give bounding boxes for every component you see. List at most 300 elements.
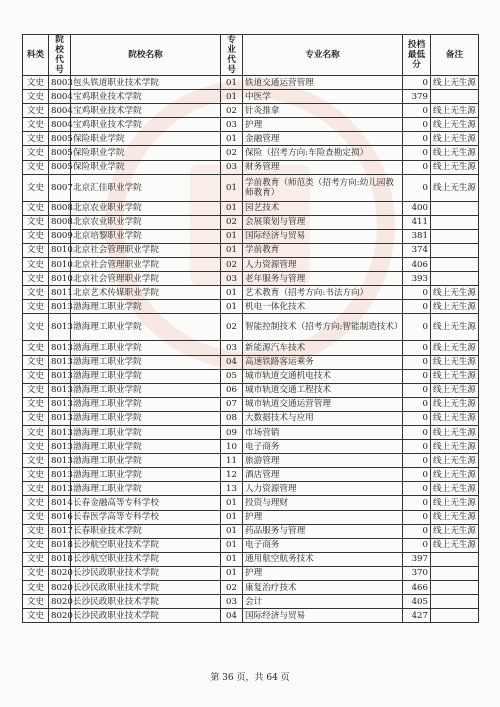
cell-note: 线上无生源: [431, 118, 479, 132]
table-row: [23, 552, 479, 566]
table-row: [23, 496, 479, 510]
cell-major-code: 03: [221, 160, 243, 174]
cell-note: 线上无生源: [431, 132, 479, 146]
cell-note: [431, 552, 479, 566]
cell-min-score: 0: [403, 440, 431, 454]
cell-school-code: 8014: [49, 496, 71, 510]
header-major-name: 专业名称: [243, 35, 403, 76]
table-row: [23, 201, 479, 215]
cell-subject: 文史: [23, 104, 49, 118]
cell-note: 线上无生源: [431, 286, 479, 300]
cell-note: [431, 581, 479, 595]
cell-major-code: 01: [221, 132, 243, 146]
cell-school-name: 宝鸡职业技术学院: [71, 90, 221, 104]
cell-major-name: 市场营销: [243, 425, 403, 439]
cell-school-code: 8013: [49, 300, 71, 314]
cell-major-name: 旅游管理: [243, 454, 403, 468]
cell-major-name: 城市轨道交通工程技术: [243, 383, 403, 397]
cell-major-code: 02: [221, 215, 243, 229]
cell-subject: 文史: [23, 258, 49, 272]
cell-major-code: 03: [221, 118, 243, 132]
cell-subject: 文史: [23, 411, 49, 425]
cell-major-name: 城市轨道交通机电技术: [243, 369, 403, 383]
cell-school-name: 长沙民政职业技术学院: [71, 609, 221, 623]
cell-min-score: 0: [403, 174, 431, 201]
cell-min-score: 0: [403, 496, 431, 510]
table-row: [23, 425, 479, 439]
cell-school-name: 渤海理工职业学院: [71, 397, 221, 411]
table-row: [23, 174, 479, 201]
cell-min-score: 379: [403, 90, 431, 104]
cell-min-score: 406: [403, 258, 431, 272]
cell-min-score: 400: [403, 201, 431, 215]
cell-school-code: 8020: [49, 566, 71, 580]
cell-school-name: 渤海理工职业学院: [71, 369, 221, 383]
cell-school-name: 长沙航空职业技术学院: [71, 538, 221, 552]
cell-subject: 文史: [23, 90, 49, 104]
table-row: [23, 468, 479, 482]
cell-subject: 文史: [23, 581, 49, 595]
cell-major-name: 老年服务与管理: [243, 272, 403, 286]
table-row: [23, 300, 479, 314]
cell-school-name: 保险职业学院: [71, 132, 221, 146]
cell-school-code: 8013: [49, 468, 71, 482]
cell-major-code: 08: [221, 411, 243, 425]
cell-major-name: 新能源汽车技术: [243, 341, 403, 355]
cell-min-score: 0: [403, 468, 431, 482]
cell-min-score: 0: [403, 314, 431, 341]
header-min-score: 投档最低分: [403, 35, 431, 76]
cell-school-code: 8010: [49, 258, 71, 272]
cell-major-code: 02: [221, 314, 243, 341]
cell-min-score: 0: [403, 146, 431, 160]
cell-subject: 文史: [23, 132, 49, 146]
cell-note: [431, 90, 479, 104]
header-school-code: 院校代号: [49, 35, 71, 76]
cell-school-code: 8013: [49, 440, 71, 454]
cell-note: 线上无生源: [431, 104, 479, 118]
cell-major-code: 04: [221, 355, 243, 369]
table-row: [23, 609, 479, 623]
cell-school-name: 北京培黎职业学院: [71, 229, 221, 243]
cell-major-code: 01: [221, 90, 243, 104]
cell-major-name: 金融管理: [243, 132, 403, 146]
cell-school-code: 8008: [49, 215, 71, 229]
table-row: [23, 118, 479, 132]
cell-school-code: 8004: [49, 118, 71, 132]
cell-major-name: 艺术教育（招考方向:书法方向）: [243, 286, 403, 300]
cell-major-code: 02: [221, 146, 243, 160]
cell-major-name: 电子商务: [243, 538, 403, 552]
cell-note: 线上无生源: [431, 355, 479, 369]
table-row: [23, 243, 479, 257]
cell-min-score: 0: [403, 538, 431, 552]
cell-school-code: 8013: [49, 341, 71, 355]
cell-min-score: 0: [403, 341, 431, 355]
cell-school-code: 8013: [49, 454, 71, 468]
cell-school-name: 渤海理工职业学院: [71, 454, 221, 468]
cell-major-code: 01: [221, 76, 243, 90]
cell-major-name: 学前教育（师范类（招考方向:幼儿园教师教育）: [243, 174, 403, 201]
cell-min-score: 0: [403, 132, 431, 146]
cell-note: 线上无生源: [431, 369, 479, 383]
cell-school-name: 北京农业职业学院: [71, 215, 221, 229]
cell-school-code: 8010: [49, 272, 71, 286]
cell-min-score: 405: [403, 595, 431, 609]
cell-major-code: 01: [221, 174, 243, 201]
cell-note: [431, 258, 479, 272]
cell-note: 线上无生源: [431, 411, 479, 425]
cell-subject: 文史: [23, 355, 49, 369]
cell-subject: 文史: [23, 300, 49, 314]
cell-school-name: 包头铁道职业技术学院: [71, 76, 221, 90]
table-row: [23, 286, 479, 300]
cell-school-name: 北京社会管理职业学院: [71, 272, 221, 286]
cell-note: [431, 566, 479, 580]
cell-note: 线上无生源: [431, 538, 479, 552]
cell-major-code: 02: [221, 104, 243, 118]
cell-major-name: 针灸推拿: [243, 104, 403, 118]
cell-note: 线上无生源: [431, 440, 479, 454]
cell-major-code: 01: [221, 229, 243, 243]
cell-subject: 文史: [23, 341, 49, 355]
cell-note: 线上无生源: [431, 482, 479, 496]
table-row: [23, 314, 479, 341]
cell-min-score: 397: [403, 552, 431, 566]
cell-major-name: 财务管理: [243, 160, 403, 174]
cell-subject: 文史: [23, 272, 49, 286]
cell-min-score: 0: [403, 160, 431, 174]
cell-major-code: 01: [221, 566, 243, 580]
cell-note: [431, 272, 479, 286]
cell-major-name: 机电一体化技术: [243, 300, 403, 314]
cell-subject: 文史: [23, 383, 49, 397]
cell-subject: 文史: [23, 524, 49, 538]
cell-subject: 文史: [23, 510, 49, 524]
cell-note: 线上无生源: [431, 496, 479, 510]
cell-note: 线上无生源: [431, 174, 479, 201]
cell-subject: 文史: [23, 566, 49, 580]
cell-school-code: 8020: [49, 609, 71, 623]
cell-note: 线上无生源: [431, 524, 479, 538]
cell-major-code: 02: [221, 581, 243, 595]
cell-school-code: 8013: [49, 482, 71, 496]
cell-subject: 文史: [23, 174, 49, 201]
cell-school-code: 8004: [49, 104, 71, 118]
cell-major-code: 11: [221, 454, 243, 468]
cell-min-score: 0: [403, 425, 431, 439]
cell-subject: 文史: [23, 397, 49, 411]
cell-note: 线上无生源: [431, 397, 479, 411]
cell-school-name: 渤海理工职业学院: [71, 300, 221, 314]
cell-subject: 文史: [23, 160, 49, 174]
cell-school-name: 渤海理工职业学院: [71, 468, 221, 482]
table-row: [23, 397, 479, 411]
cell-major-code: 03: [221, 272, 243, 286]
table-row: [23, 229, 479, 243]
cell-major-code: 01: [221, 524, 243, 538]
cell-school-name: 渤海理工职业学院: [71, 411, 221, 425]
cell-school-code: 8013: [49, 355, 71, 369]
cell-school-name: 宝鸡职业技术学院: [71, 118, 221, 132]
cell-subject: 文史: [23, 215, 49, 229]
cell-subject: 文史: [23, 552, 49, 566]
cell-school-name: 北京社会管理职业学院: [71, 258, 221, 272]
cell-major-name: 会计: [243, 595, 403, 609]
cell-note: 线上无生源: [431, 76, 479, 90]
cell-major-code: 02: [221, 258, 243, 272]
cell-major-code: 01: [221, 300, 243, 314]
cell-min-score: 374: [403, 243, 431, 257]
table-row: [23, 90, 479, 104]
cell-major-code: 06: [221, 383, 243, 397]
cell-major-name: 投资与理财: [243, 496, 403, 510]
cell-note: 线上无生源: [431, 341, 479, 355]
table-row: [23, 538, 479, 552]
cell-major-name: 园艺技术: [243, 201, 403, 215]
cell-subject: 文史: [23, 243, 49, 257]
cell-subject: 文史: [23, 482, 49, 496]
cell-school-code: 8010: [49, 243, 71, 257]
cell-school-name: 渤海理工职业学院: [71, 425, 221, 439]
cell-school-name: 渤海理工职业学院: [71, 355, 221, 369]
cell-school-name: 长春医学高等专科学校: [71, 510, 221, 524]
cell-note: 线上无生源: [431, 468, 479, 482]
cell-note: 线上无生源: [431, 383, 479, 397]
cell-min-score: 0: [403, 118, 431, 132]
cell-subject: 文史: [23, 369, 49, 383]
cell-school-code: 8018: [49, 538, 71, 552]
table-row: [23, 566, 479, 580]
cell-school-name: 长沙航空职业技术学院: [71, 552, 221, 566]
cell-min-score: 411: [403, 215, 431, 229]
cell-school-name: 保险职业学院: [71, 160, 221, 174]
cell-note: 线上无生源: [431, 146, 479, 160]
cell-school-code: 8009: [49, 229, 71, 243]
cell-major-name: 国际经济与贸易: [243, 609, 403, 623]
cell-min-score: 393: [403, 272, 431, 286]
cell-major-name: 护理: [243, 118, 403, 132]
cell-subject: 文史: [23, 229, 49, 243]
table-row: [23, 524, 479, 538]
cell-school-code: 8003: [49, 76, 71, 90]
cell-subject: 文史: [23, 201, 49, 215]
cell-school-code: 8013: [49, 369, 71, 383]
cell-school-name: 渤海理工职业学院: [71, 314, 221, 341]
header-note: 备注: [431, 35, 479, 76]
cell-school-code: 8005: [49, 160, 71, 174]
table-row: [23, 76, 479, 90]
cell-min-score: 0: [403, 104, 431, 118]
cell-school-name: 北京艺术传媒职业学院: [71, 286, 221, 300]
cell-subject: 文史: [23, 76, 49, 90]
cell-min-score: 0: [403, 383, 431, 397]
cell-subject: 文史: [23, 425, 49, 439]
cell-major-name: 城市轨道交通运营管理: [243, 397, 403, 411]
table-row: [23, 369, 479, 383]
table-row: [23, 341, 479, 355]
table-row: [23, 215, 479, 229]
table-row: [23, 104, 479, 118]
cell-min-score: 0: [403, 482, 431, 496]
cell-major-code: 10: [221, 440, 243, 454]
header-school-name: 院校名称: [71, 35, 221, 76]
cell-major-code: 13: [221, 482, 243, 496]
cell-min-score: 370: [403, 566, 431, 580]
cell-school-name: 长沙民政职业技术学院: [71, 595, 221, 609]
cell-school-code: 8020: [49, 595, 71, 609]
table-row: [23, 160, 479, 174]
cell-major-name: 智能控制技术（招考方向:智能制造技术）: [243, 314, 403, 341]
document-page: [22, 34, 478, 623]
cell-major-code: 01: [221, 201, 243, 215]
cell-major-name: 中医学: [243, 90, 403, 104]
cell-major-name: 通用航空航务技术: [243, 552, 403, 566]
cell-school-code: 8013: [49, 314, 71, 341]
cell-major-code: 04: [221, 609, 243, 623]
cell-major-code: 01: [221, 286, 243, 300]
cell-note: [431, 243, 479, 257]
table-row: [23, 355, 479, 369]
table-row: [23, 581, 479, 595]
cell-school-name: 长沙民政职业技术学院: [71, 566, 221, 580]
cell-note: 线上无生源: [431, 314, 479, 341]
cell-note: [431, 215, 479, 229]
cell-school-code: 8005: [49, 132, 71, 146]
cell-school-name: 渤海理工职业学院: [71, 440, 221, 454]
cell-subject: 文史: [23, 118, 49, 132]
cell-major-name: 康复治疗技术: [243, 581, 403, 595]
cell-min-score: 0: [403, 369, 431, 383]
cell-subject: 文史: [23, 496, 49, 510]
cell-school-code: 8017: [49, 524, 71, 538]
cell-note: [431, 229, 479, 243]
cell-school-code: 8013: [49, 411, 71, 425]
cell-school-code: 8020: [49, 581, 71, 595]
cell-school-code: 8004: [49, 90, 71, 104]
cell-school-name: 渤海理工职业学院: [71, 383, 221, 397]
table-row: [23, 132, 479, 146]
cell-major-name: 学前教育: [243, 243, 403, 257]
cell-major-name: 铁道交通运营管理: [243, 76, 403, 90]
cell-school-code: 8013: [49, 397, 71, 411]
cell-school-name: 北京农业职业学院: [71, 201, 221, 215]
cell-major-name: 药品服务与管理: [243, 524, 403, 538]
table-row: [23, 383, 479, 397]
cell-major-code: 01: [221, 496, 243, 510]
cell-min-score: 0: [403, 510, 431, 524]
cell-min-score: 0: [403, 524, 431, 538]
cell-major-code: 09: [221, 425, 243, 439]
cell-min-score: 381: [403, 229, 431, 243]
cell-subject: 文史: [23, 440, 49, 454]
cell-school-name: 长沙民政职业技术学院: [71, 581, 221, 595]
cell-major-code: 07: [221, 397, 243, 411]
table-header-row: [23, 35, 479, 76]
cell-note: 线上无生源: [431, 300, 479, 314]
cell-school-name: 北京汇佳职业学院: [71, 174, 221, 201]
page-footer: 第 36 页，共 64 页: [210, 673, 290, 683]
cell-school-code: 8013: [49, 425, 71, 439]
cell-school-name: 宝鸡职业技术学院: [71, 104, 221, 118]
cell-major-code: 01: [221, 552, 243, 566]
cell-min-score: 0: [403, 286, 431, 300]
table-row: [23, 146, 479, 160]
cell-school-name: 渤海理工职业学院: [71, 482, 221, 496]
cell-min-score: 466: [403, 581, 431, 595]
cell-major-code: 05: [221, 369, 243, 383]
cell-note: [431, 609, 479, 623]
cell-major-name: 人力资源管理: [243, 258, 403, 272]
cell-note: 线上无生源: [431, 510, 479, 524]
table-row: [23, 510, 479, 524]
cell-note: [431, 201, 479, 215]
cell-school-code: 8005: [49, 146, 71, 160]
cell-major-code: 01: [221, 243, 243, 257]
cell-school-name: 长春金融高等专科学校: [71, 496, 221, 510]
cell-subject: 文史: [23, 609, 49, 623]
cell-min-score: 0: [403, 397, 431, 411]
cell-school-name: 北京社会管理职业学院: [71, 243, 221, 257]
cell-subject: 文史: [23, 146, 49, 160]
cell-note: 线上无生源: [431, 454, 479, 468]
table-row: [23, 454, 479, 468]
cell-note: [431, 595, 479, 609]
cell-major-code: 03: [221, 595, 243, 609]
table-row: [23, 411, 479, 425]
cell-major-name: 保险（招考方向:车险查勘定损）: [243, 146, 403, 160]
cell-major-code: 01: [221, 538, 243, 552]
cell-note: 线上无生源: [431, 425, 479, 439]
cell-major-code: 01: [221, 510, 243, 524]
cell-school-code: 8008: [49, 201, 71, 215]
cell-school-name: 保险职业学院: [71, 146, 221, 160]
cell-major-name: 护理: [243, 566, 403, 580]
cell-major-name: 护理: [243, 510, 403, 524]
cell-subject: 文史: [23, 286, 49, 300]
cell-school-code: 8013: [49, 383, 71, 397]
cell-min-score: 0: [403, 454, 431, 468]
table-row: [23, 258, 479, 272]
cell-major-name: 人力资源管理: [243, 482, 403, 496]
cell-min-score: 0: [403, 76, 431, 90]
header-major-code: 专业代号: [221, 35, 243, 76]
cell-school-code: 8016: [49, 510, 71, 524]
cell-subject: 文史: [23, 468, 49, 482]
table-row: [23, 440, 479, 454]
cell-major-name: 酒店管理: [243, 468, 403, 482]
header-subject: 科类: [23, 35, 49, 76]
cell-note: 线上无生源: [431, 160, 479, 174]
cell-major-code: 12: [221, 468, 243, 482]
cell-school-code: 8011: [49, 286, 71, 300]
cell-school-name: 渤海理工职业学院: [71, 341, 221, 355]
cell-subject: 文史: [23, 454, 49, 468]
cell-major-name: 会展策划与管理: [243, 215, 403, 229]
table-row: [23, 272, 479, 286]
admission-score-table: [22, 34, 479, 623]
cell-school-code: 8018: [49, 552, 71, 566]
cell-major-name: 国际经济与贸易: [243, 229, 403, 243]
cell-min-score: 0: [403, 300, 431, 314]
cell-subject: 文史: [23, 595, 49, 609]
cell-major-name: 高速铁路客运乘务: [243, 355, 403, 369]
cell-subject: 文史: [23, 538, 49, 552]
cell-school-code: 8007: [49, 174, 71, 201]
cell-school-name: 长春职业技术学院: [71, 524, 221, 538]
cell-min-score: 427: [403, 609, 431, 623]
cell-major-name: 电子商务: [243, 440, 403, 454]
